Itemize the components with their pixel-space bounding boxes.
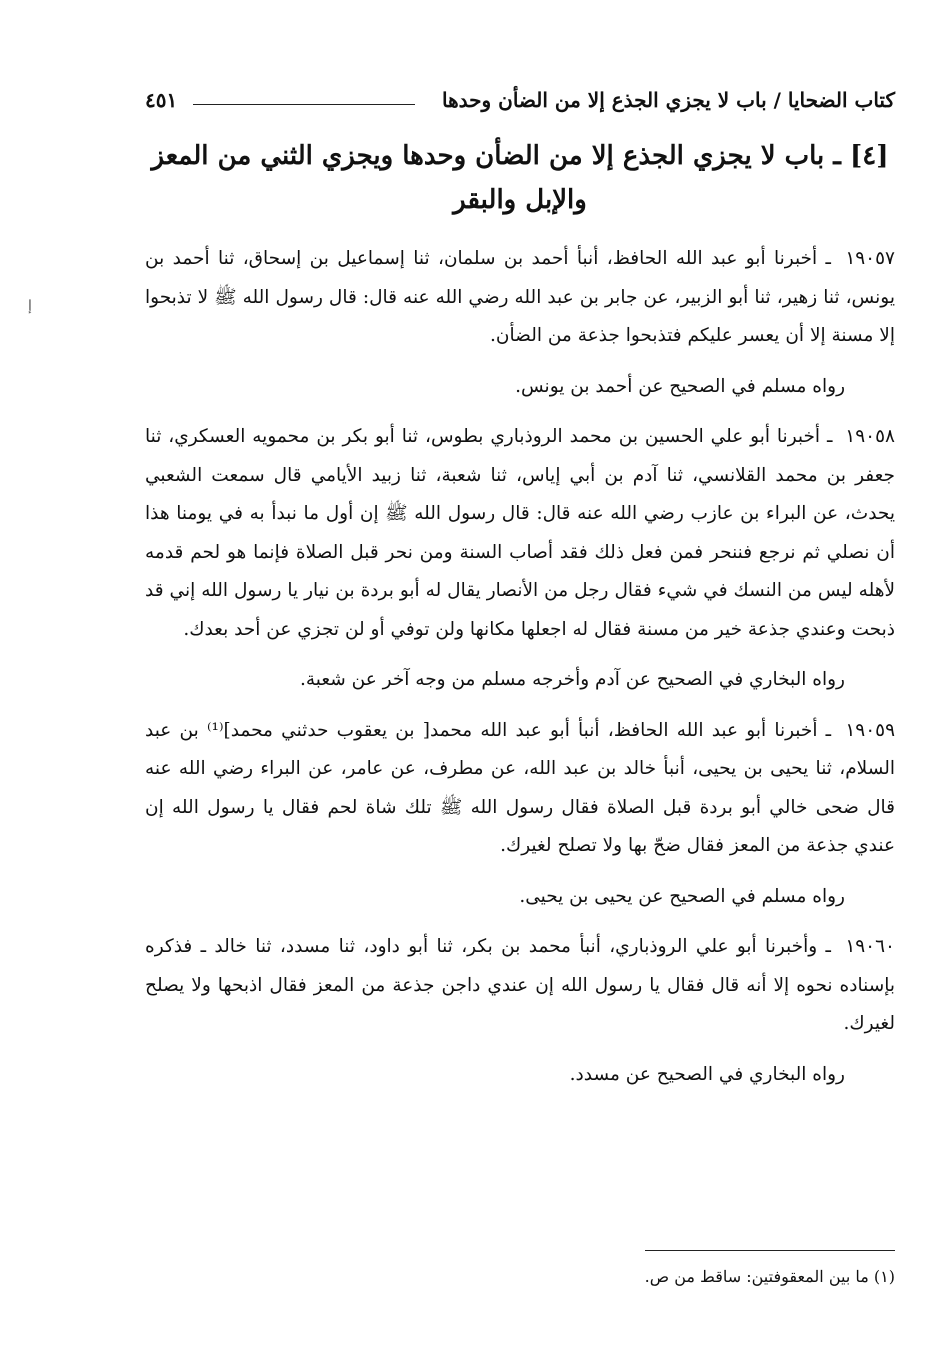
hadith-19060 bbox=[145, 928, 895, 1044]
page-number: ٤٥١ bbox=[145, 88, 178, 112]
hadith-text: ـ وأخبرنا أبو علي الروذباري، أنبأ محمد بن بكر، ثنا أبو داود، ثنا مسدد، ثنا خالد ـ فذكره بإسناده نحوه إلا أنه قال فقال يا رسول الله إن عندي داجن جذعة من المعز فقال اذبحها ولا يصلح لغيرك. bbox=[145, 936, 895, 1034]
hadith-19059 bbox=[145, 712, 895, 866]
narration-note: رواه البخاري في الصحيح عن آدم وأخرجه مسلم من وجه آخر عن شعبة. bbox=[299, 669, 845, 690]
chapter-title: [٤] ـ باب لا يجزي الجذع إلا من الضأن وحدها ويجزي الثني من المعز والإبل والبقر bbox=[151, 141, 889, 215]
footnote: (١) ما بين المعقوفتين: ساقط من ص. bbox=[644, 1267, 895, 1286]
hadith-number: ١٩٠٦٠ bbox=[845, 936, 895, 957]
footnote-rule bbox=[645, 1250, 895, 1251]
margin-mark: ﺇ bbox=[28, 298, 32, 314]
running-title: كتاب الضحايا / باب لا يجزي الجذع إلا من الضأن وحدها bbox=[442, 88, 895, 112]
document-page bbox=[145, 80, 896, 1286]
hadith-19058 bbox=[145, 418, 895, 649]
narration-note: رواه البخاري في الصحيح عن مسدد. bbox=[569, 1063, 845, 1085]
header-rule bbox=[193, 104, 415, 105]
hadith-text: ـ أخبرنا أبو عبد الله الحافظ، أنبأ أبو عبد الله محمد[ بن يعقوب حدثني محمد]⁽¹⁾ بن عبد السلام، ثنا يحيى بن يحيى، أنبأ خالد بن عبد الله، عن مطرف، عن عامر، عن البراء رضي الله عنه قال ضحى خالي أبو بردة قبل الصلاة فقال رسول الله ﷺ تلك شاة لحم فقال يا رسول الله إن عندي جذعة من المعز فقال ضحّ بها ولا تصلح لغيرك. bbox=[145, 719, 895, 856]
narration-note: رواه مسلم في الصحيح عن يحيى بن يحيى. bbox=[519, 885, 845, 907]
hadith-number: ١٩٠٥٩ bbox=[845, 719, 896, 741]
hadith-text: ـ أخبرنا أبو عبد الله الحافظ، أنبأ أحمد بن سلمان، ثنا إسماعيل بن إسحاق، ثنا أحمد بن يونس، ثنا زهير، ثنا أبو الزبير، عن جابر بن عبد الله رضي الله عنه قال: قال رسول الله ﷺ لا تذبحوا إلا مسنة إلا أن يعسر عليكم فتذبحوا جذعة من الضأن. bbox=[145, 248, 895, 346]
hadith-number: ١٩٠٥٨ bbox=[845, 426, 895, 447]
running-header bbox=[145, 80, 895, 120]
hadith-text: ـ أخبرنا أبو علي الحسين بن محمد الروذباري بطوس، ثنا أبو بكر بن محمويه العسكري، ثنا جعفر بن محمد القلانسي، ثنا آدم بن أبي إياس، ثنا شعبة، ثنا زبيد الأيامي قال سمعت الشعبي يحدث، عن البراء بن عازب رضي الله عنه قال: قال رسول الله ﷺ إن أول ما نبدأ به في يومنا هذا أن نصلي ثم نرجع فننحر فمن فعل ذلك فقد أصاب السنة ومن نحر قبل الصلاة فإنما هو لحم قدمه لأهله ليس من النسك في شيء فقال رجل من الأنصار يقال له أبو بردة بن نيار يا رسول الله إني قد ذبحت وعندي جذعة خير من مسنة فقال له اجعلها مكانها ولن توفي أو لن تجزي عن أحد بعدك. bbox=[145, 426, 895, 640]
hadith-19057 bbox=[145, 240, 895, 356]
narration-note: رواه مسلم في الصحيح عن أحمد بن يونس. bbox=[515, 375, 845, 397]
hadith-number: ١٩٠٥٧ bbox=[845, 248, 895, 269]
